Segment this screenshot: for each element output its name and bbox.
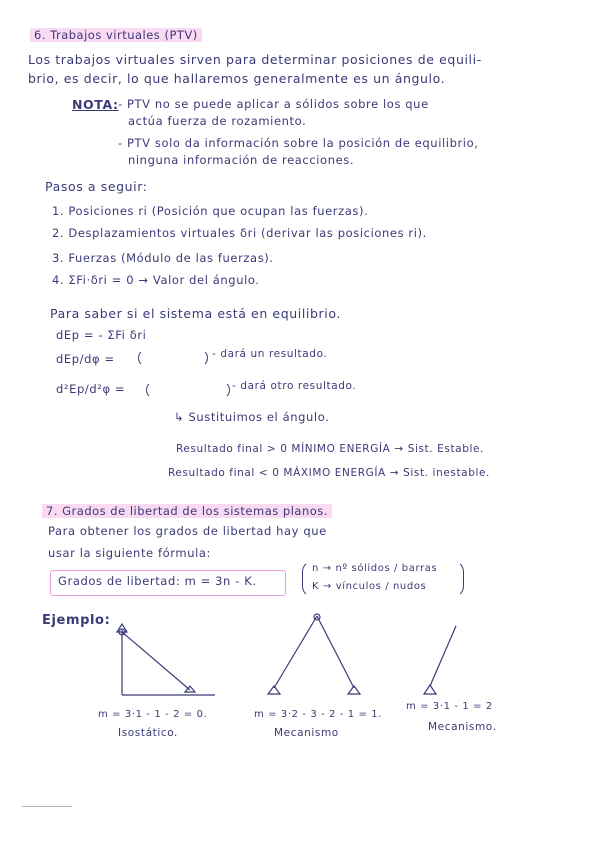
step-2: 2. Desplazamientos virtuales δri (derivar las posiciones ri).	[52, 226, 427, 240]
nota-label: NOTA:	[72, 97, 119, 112]
equation-2-lhs: dEp/dφ =	[56, 352, 115, 366]
example-2-diagram	[262, 612, 372, 696]
equation-2-blank	[138, 349, 208, 367]
example-3-calc: m = 3·1 - 1 = 2	[406, 701, 493, 712]
example-3-diagram	[418, 622, 468, 696]
example-1-label: Isostático.	[118, 727, 178, 739]
intro-line-2: brio, es decir, lo que hallaremos generalmente es un ángulo.	[28, 71, 446, 86]
section-7-line-2: usar la siguiente fórmula:	[48, 546, 211, 560]
result-unstable: Resultado final < 0 MÁXIMO ENERGÍA → Sist. inestable.	[168, 467, 490, 479]
equation-3-blank	[146, 381, 230, 399]
example-1-bar	[122, 632, 190, 690]
equation-3-lhs: d²Ep/d²φ =	[56, 382, 126, 396]
nota-1-line-1: - PTV no se puede aplicar a sólidos sobre los que	[118, 97, 429, 111]
step-1: 1. Posiciones ri (Posición que ocupan las fuerzas).	[52, 204, 369, 218]
footer-divider	[22, 806, 72, 807]
step-3: 3. Fuerzas (Módulo de las fuerzas).	[52, 251, 274, 265]
example-1-diagram	[110, 620, 220, 700]
example-1-calc: m = 3·1 - 1 - 2 = 0.	[98, 709, 208, 720]
formula-text: Grados de libertad: m = 3n - K.	[58, 574, 257, 588]
equation-1: dEp = - ΣFi δri	[56, 328, 147, 342]
result-stable: Resultado final > 0 MÍNIMO ENERGÍA → Sist. Estable.	[176, 443, 484, 455]
nota-2-line-1: - PTV solo da información sobre la posición de equilibrio,	[118, 136, 479, 150]
example-3-support	[424, 685, 436, 694]
sustituimos-note: ↳ Sustituimos el ángulo.	[174, 410, 330, 424]
example-2-bar-left	[274, 616, 317, 688]
example-2-label: Mecanismo	[274, 727, 339, 739]
section-7-title: 7. Grados de libertad de los sistemas planos.	[42, 506, 332, 518]
pasos-title: Pasos a seguir:	[45, 179, 148, 194]
nota-1-line-2: actúa fuerza de rozamiento.	[128, 114, 307, 128]
example-2-bar-right	[317, 616, 354, 688]
legend-k: K → vínculos / nudos	[312, 581, 427, 592]
equation-3-rhs: - dará otro resultado.	[232, 380, 357, 392]
example-3-label: Mecanismo.	[428, 721, 497, 733]
equation-2-rhs: - dará un resultado.	[212, 348, 328, 360]
ejemplo-label: Ejemplo:	[42, 613, 111, 628]
step-4: 4. ΣFi·δri = 0 → Valor del ángulo.	[52, 273, 260, 287]
intro-line-1: Los trabajos virtuales sirven para determinar posiciones de equili-	[28, 52, 482, 67]
example-3-bar	[430, 626, 456, 686]
section-7-line-1: Para obtener los grados de libertad hay que	[48, 524, 327, 538]
nota-2-line-2: ninguna información de reacciones.	[128, 153, 355, 167]
example-2-calc: m = 3·2 - 3 - 2 - 1 = 1.	[254, 709, 383, 720]
equilibrio-title: Para saber si el sistema está en equilibrio.	[50, 306, 341, 321]
legend-n: n → nº sólidos / barras	[312, 563, 438, 574]
section-6-title: 6. Trabajos virtuales (PTV)	[30, 30, 202, 42]
